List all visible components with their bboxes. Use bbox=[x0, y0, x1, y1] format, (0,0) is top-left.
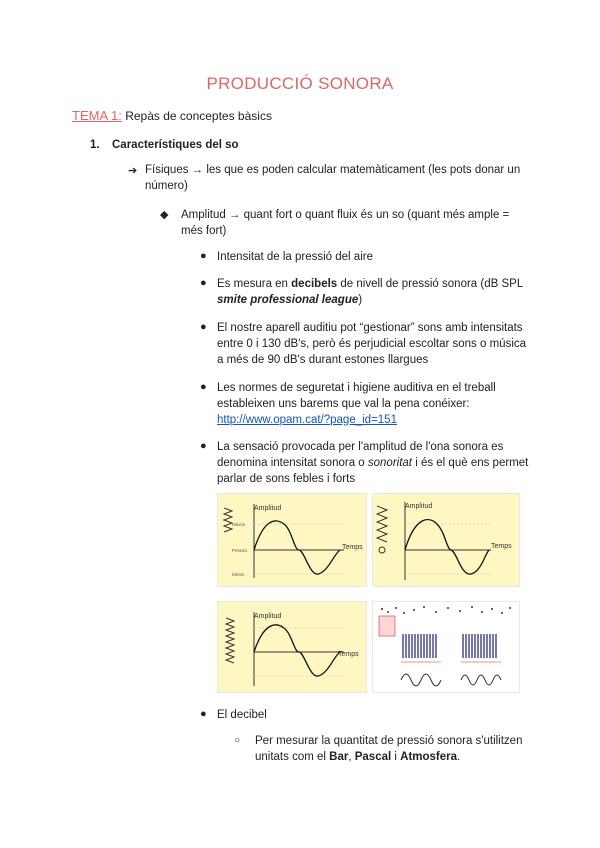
section-title: Característiques del so bbox=[112, 139, 239, 151]
list-item-fisiques bbox=[145, 162, 520, 194]
list-item-line: número) bbox=[145, 180, 188, 192]
amplitude-wave-figure-1 bbox=[217, 493, 367, 587]
list-item-decibel: El decibel bbox=[217, 709, 267, 721]
dot-bullet-icon: ● bbox=[200, 708, 207, 720]
list-item-sensacio bbox=[217, 439, 528, 487]
list-item-line: parlar de sons febles i forts bbox=[217, 473, 356, 485]
list-item-normes bbox=[217, 380, 496, 428]
list-item-line: Amplitud → quant fort o quant fluix és un so (quant més ample = bbox=[181, 209, 510, 221]
circle-bullet-icon: ○ bbox=[234, 735, 241, 746]
list-item-line: entre 0 i 130 dB's, però és perjudicial escoltar sons o música bbox=[217, 338, 527, 350]
text-span: de nivell de pressió sonora (dB SPL bbox=[337, 278, 524, 290]
opam-link[interactable]: http://www.opam.cat/?page_id=151 bbox=[217, 414, 397, 426]
text-span: i bbox=[391, 751, 401, 763]
list-item-line: a més de 90 dB's durant estones llargues bbox=[217, 354, 429, 366]
list-item-line: estableixen uns barems que val la pena conéixer: bbox=[217, 398, 470, 410]
dot-bullet-icon: ● bbox=[200, 440, 207, 452]
text-span: , bbox=[348, 751, 355, 763]
text-span: denomina intensitat sonora o bbox=[217, 457, 368, 469]
list-item-line: El nostre aparell auditiu pot “gestionar” sons amb intensitats bbox=[217, 322, 523, 334]
pressure-waves-figure bbox=[372, 601, 520, 693]
topic-text: Repàs de conceptes bàsics bbox=[121, 109, 272, 123]
topic-heading bbox=[72, 108, 272, 123]
diamond-bullet-icon: ◆ bbox=[160, 209, 169, 221]
list-item-amplitud bbox=[181, 207, 509, 239]
axis-label-amplitude: Amplitud bbox=[254, 613, 282, 620]
tick-label-min: Mínim bbox=[232, 572, 245, 577]
text-span: Es mesura en bbox=[217, 278, 292, 290]
amplitude-wave-figure-2 bbox=[372, 493, 520, 587]
emphasis-term: sonoritat bbox=[367, 457, 412, 469]
section-number: 1. bbox=[90, 139, 100, 151]
list-item-line: Per mesurar la quantitat de pressió sonora s'utilitzen bbox=[255, 735, 523, 747]
dot-bullet-icon: ● bbox=[200, 277, 207, 289]
dot-bullet-icon: ● bbox=[200, 381, 207, 393]
bold-term: Bar bbox=[329, 751, 349, 763]
text-span: ) bbox=[358, 294, 363, 306]
bold-term: decibels bbox=[291, 278, 338, 290]
tick-label-max: Màxim bbox=[232, 522, 246, 527]
list-item-line: La sensació provocada per l'amplitud de l'ona sonora es bbox=[217, 441, 504, 453]
page-title: PRODUCCIÓ SONORA bbox=[206, 74, 394, 93]
list-item: Intensitat de la pressió del aire bbox=[217, 251, 373, 263]
text-span: . bbox=[457, 751, 461, 763]
list-item-unitats bbox=[255, 733, 522, 765]
text-span: unitats com el bbox=[255, 751, 330, 763]
text-span: i és el què ens permet bbox=[412, 457, 529, 469]
axis-label-temps: Temps bbox=[338, 651, 359, 658]
topic-label: TEMA 1: bbox=[72, 108, 122, 123]
list-item-decibels bbox=[217, 276, 523, 308]
emphasis-term: smite professional league bbox=[217, 294, 359, 306]
arrow-bullet-icon: ➔ bbox=[128, 165, 138, 177]
bold-term: Pascal bbox=[354, 751, 392, 763]
list-item-line: més fort) bbox=[181, 225, 227, 237]
axis-label-temps: Temps bbox=[342, 544, 363, 551]
dot-bullet-icon: ● bbox=[200, 250, 207, 262]
list-item-line: Les normes de seguretat i higiene auditiva en el treball bbox=[217, 382, 496, 394]
dot-bullet-icon: ● bbox=[200, 321, 207, 333]
list-item-line: Físiques → les que es poden calcular matemàticament (les pots donar un bbox=[145, 164, 521, 176]
axis-label-temps: Temps bbox=[491, 543, 512, 550]
axis-label-amplitude: Amplitud bbox=[254, 505, 282, 512]
section-heading bbox=[90, 139, 239, 151]
bold-term: Atmosfera bbox=[400, 751, 458, 763]
axis-label-amplitude: Amplitud bbox=[405, 503, 433, 510]
tick-label-mid: Pressió bbox=[232, 548, 248, 553]
list-item-aparell bbox=[217, 320, 526, 368]
amplitude-wave-figure-3 bbox=[217, 601, 367, 693]
